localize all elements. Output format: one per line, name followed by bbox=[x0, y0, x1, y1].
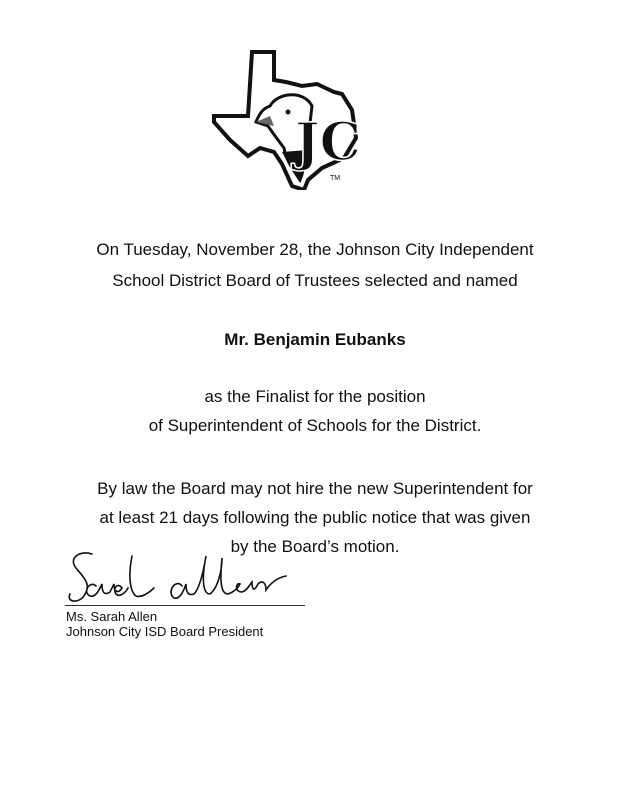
law-line-2: at least 21 days following the public notice that was given bbox=[99, 508, 531, 527]
law-line-1: By law the Board may not hire the new Superintendent for bbox=[97, 479, 533, 498]
announcement-line-3: as the Finalist for the position bbox=[204, 387, 426, 406]
trademark: TM bbox=[330, 175, 341, 182]
signer-name: Ms. Sarah Allen bbox=[66, 609, 158, 624]
announcement-line-2: School District Board of Trustees selected and named bbox=[112, 271, 518, 290]
signature-line bbox=[65, 605, 305, 606]
school-logo bbox=[212, 40, 362, 190]
handwritten-signature bbox=[62, 548, 312, 608]
signer-title: Johnson City ISD Board President bbox=[66, 624, 264, 639]
law-line-3: by the Board’s motion. bbox=[230, 537, 400, 556]
announcement-line-4: of Superintendent of Schools for the District. bbox=[148, 416, 482, 435]
announcement-line-1: On Tuesday, November 28, the Johnson City Independent bbox=[96, 240, 534, 259]
finalist-name: Mr. Benjamin Eubanks bbox=[224, 330, 406, 349]
logo-letters: JC bbox=[295, 112, 361, 173]
